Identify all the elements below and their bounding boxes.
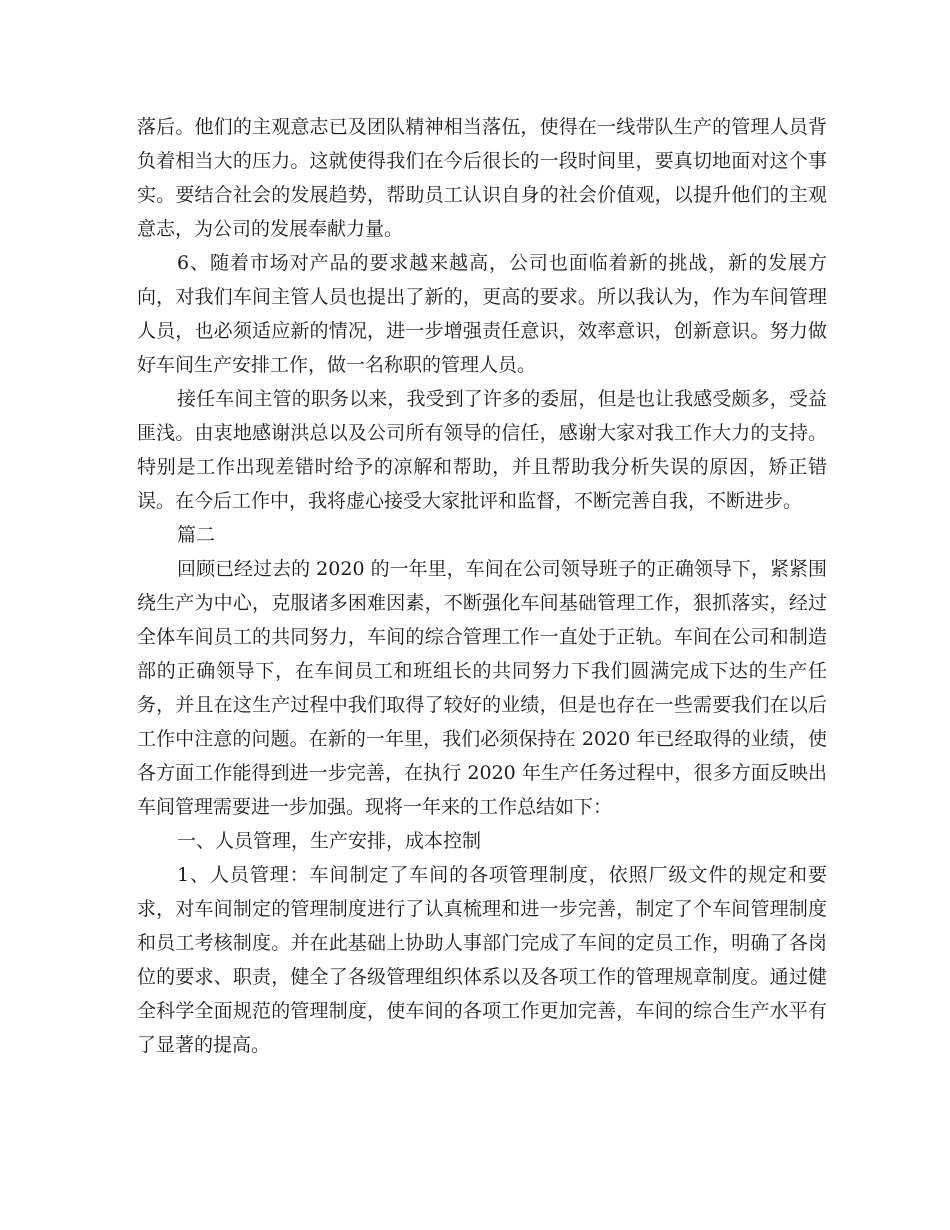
section-heading-personnel: 一、人员管理，生产安排，成本控制 [177,830,482,852]
paragraph-review: 回顾已经过去的 2020 的一年里，车间在公司领导班子的正确领导下，紧紧围绕生产为中心，克服诸多困难因素，不断强化车间基础管理工作，狠抓落实，经过全体车间员工的共同努力，车间的综合管理工作一直处于正轨。车间在公司和制造部的正确领导下，在车间员工和班组长的共同努力下我们圆满完成下达的生产任务，并且在这生产过程中我们取得了较好的业绩，但是也存在一些需要我们在以后工作中注意的问题。在新的一年里，我们必须保持在 2020 年已经取得的业绩，使各方面工作能得到进一步完善，在执行 2020 年生产任务过程中，很多方面反映出车间管理需要进一步加强。现将一年来的工作总结如下： [137,558,827,818]
section-heading-part-two: 篇二 [177,524,216,546]
paragraph-personnel-management: 1、人员管理：车间制定了车间的各项管理制度，依照厂级文件的规定和要求，对车间制定的管理制度进行了认真梳理和进一步完善，制定了个车间管理制度和员工考核制度。并在此基础上协助人事部门完成了车间的定员工作，明确了各岗位的要求、职责，健全了各级管理组织体系以及各项工作的管理规章制度。通过健全科学全面规范的管理制度，使车间的各项工作更加完善，车间的综合生产水平有了显著的提高。 [137,864,827,1056]
paragraph-continuation: 落后。他们的主观意志已及团队精神相当落伍，使得在一线带队生产的管理人员背负着相当大的压力。这就使得我们在今后很长的一段时间里，要真切地面对这个事实。要结合社会的发展趋势，帮助员工认识自身的社会价值观，以提升他们的主观意志，为公司的发展奉献力量。 [137,116,827,240]
paragraph-closing: 接任车间主管的职务以来，我受到了许多的委屈，但是也让我感受颇多，受益匪浅。由衷地感谢洪总以及公司所有领导的信任，感谢大家对我工作大力的支持。特别是工作出现差错时给予的凉解和帮助，并且帮助我分析失误的原因，矫正错误。在今后工作中，我将虚心接受大家批评和监督，不断完善自我，不断进步。 [137,388,827,512]
document-body [137,110,827,1062]
paragraph-item-6: 6、随着市场对产品的要求越来越高，公司也面临着新的挑战，新的发展方向，对我们车间主管人员也提出了新的，更高的要求。所以我认为，作为车间管理人员，也必须适应新的情况，进一步增强责任意识，效率意识，创新意识。努力做好车间生产安排工作，做一名称职的管理人员。 [137,252,827,376]
